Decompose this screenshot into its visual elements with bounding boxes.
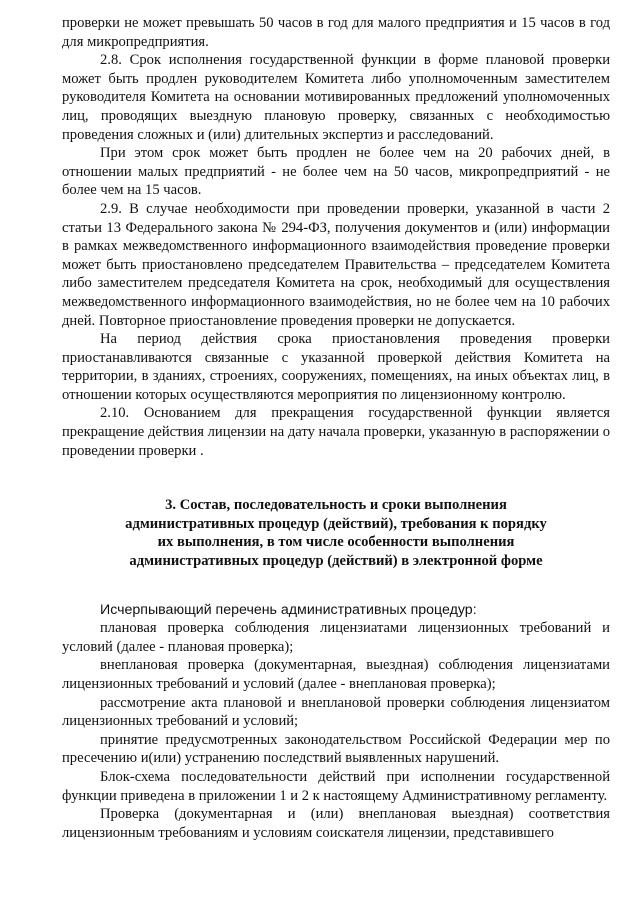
procedure-act-review: рассмотрение акта плановой и внеплановой проверки соблюдения лицензиатом лицензионных требований и условий; [62,694,610,730]
heading-line-3: их выполнения, в том числе особенности выполнения [157,534,515,551]
heading-line-1: 3. Состав, последовательность и сроки выполнения [165,497,507,514]
paragraph-applicant-check: Проверка (документарная и (или) внеплановая выездная) соответствия лицензионным требованиям и условиям соискателя лицензии, представившего [62,806,610,841]
procedures-intro: Исчерпывающий перечень административных процедур: [100,601,477,618]
paragraph-continuation: проверки не может превышать 50 часов в год для малого предприятия и 15 часов в год для микропредприятия. [62,15,610,50]
section-3-heading [62,496,610,570]
procedure-unplanned-check: внеплановая проверка (документарная, выездная) соблюдения лицензиатами лицензионных требований и условий (далее - внеплановая проверка); [62,657,610,692]
paragraph-flowchart: Блок-схема последовательности действий при исполнении государственной функции приведена в приложении 1 и 2 к настоящему Административному регламенту. [62,768,610,804]
paragraph-2-9: 2.9. В случае необходимости при проведении проверки, указанной в части 2 статьи 13 Федерального закона № 294-ФЗ, получения документов и (или) информации в рамках межведомственного информационного взаимодействия проведение проверки может быть приостановлено председателем Правительства – председателем Комитета либо заместителем председателя Комитета на срок, необходимый для осуществления межведомственного информационного взаимодействия, но не более чем на 10 рабочих дней. Повторное приостановление проведения проверки не допускается. [62,200,610,329]
procedure-measures: принятие предусмотренных законодательством Российской Федерации мер по пресечению и(или) устранению последствий выявленных нарушений. [62,731,610,767]
paragraph-2-8: 2.8. Срок исполнения государственной функции в форме плановой проверки может быть продлен руководителем Комитета либо уполномоченным заместителем руководителя Комитета на основании мотивированных предложений уполномоченных лиц, проводящих выездную плановую проверку, связанных с необходимостью проведения сложных и (или) длительных экспертиз и расследований. [62,52,610,143]
heading-line-4: административных процедур (действий) в электронной форме [129,553,543,570]
procedure-planned-check: плановая проверка соблюдения лицензиатами лицензионных требований и условий (далее - плановая проверка); [62,620,610,655]
heading-line-2: административных процедур (действий), требования к порядку [125,515,547,532]
paragraph-suspension: На период действия срока приостановления проведения проверки приостанавливаются связанные с указанной проверкой действия Комитета на территории, в зданиях, строениях, сооружениях, помещениях, на иных объектах лиц, в отношении которых осуществляются мероприятия по лицензионному контролю. [62,331,610,403]
paragraph-2-10: 2.10. Основанием для прекращения государственной функции является прекращение действия лицензии на дату начала проверки, указанную в распоряжении о проведении проверки . [62,405,610,459]
spacer [62,460,610,496]
paragraph-extension-limits: При этом срок может быть продлен не более чем на 20 рабочих дней, в отношении малых предприятий - не более чем на 50 часов, микропредприятий - не более чем на 15 часов. [62,145,610,199]
